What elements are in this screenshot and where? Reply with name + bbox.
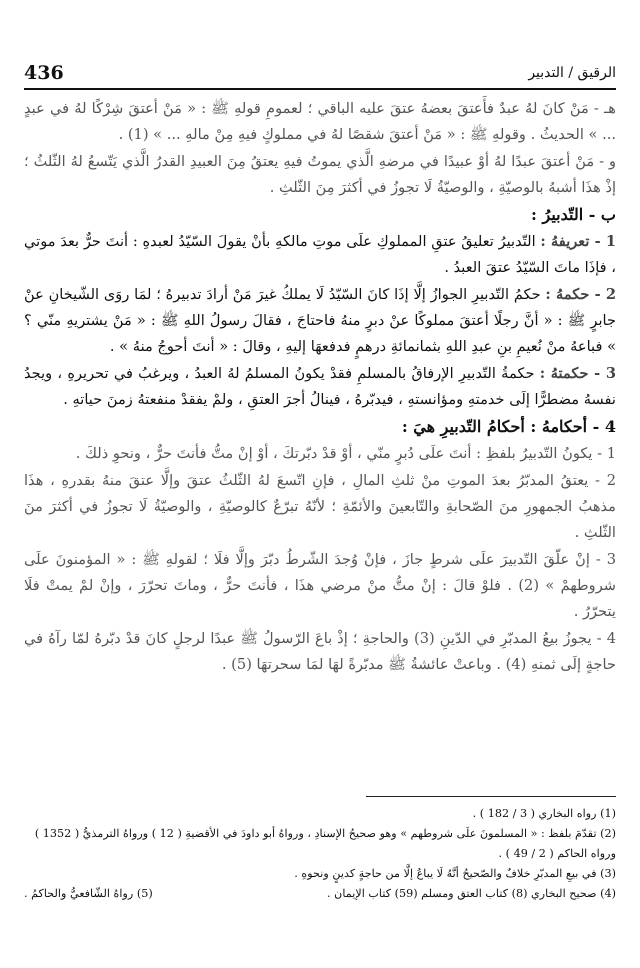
main-text [24,96,616,679]
footnote-3: (3) في بيعِ المدبّرِ خلافٌ والصّحيحُ أنَّهُ لَا يباعُ إلَّا من حاجةٍ كدينٍ ونحوهِ . [294,867,616,880]
ruling-item-1: 1 - يكونُ التّدبيرُ بلفظِ : أنتَ علَى دُبرٍ منّي ، أوْ قدْ دبّرتكَ ، أوْ إنْ متُّ فأنتَ حرٌّ ، ونحوِ ذلكَ . [75,445,616,462]
ruling-item-2: 2 - يعتقُ المدبّرُ بعدَ الموتِ منْ ثلثِ المالِ ، فإنِ اتّسعَ لهُ الثّلثُ عتقَ وإلَّا عتقَ منهُ بقدرهِ ، هذَا مذهبُ الجمهورِ منَ الصّحابةِ والتّابعينَ والأئمّةِ ؛ لأنّهُ تبرّعٌ كالوصيّةِ ، والوصيّةُ لَا تجوزُ في أكثرَ منَ الثّلثِ . [24,472,616,541]
footnote-2: (2) تقدّمَ بلفظ : « المسلمونَ علَى شروطهم » وهو صحيحُ الإسنادِ ، ورواهُ أبو داودَ في الأقضيةِ ( 12 ) ورواهُ الترمذيُّ ( 1352 ) ورواه الحاكم ( 2 / 49 ) . [34,827,616,860]
definition-text: التّدبيرُ تعليقُ عتقِ المملوكِ علَى موتِ مالكهِ بأنْ يقولَ السّيّدُ لعبدهِ : أنتَ حرٌّ بعدَ موتي ، فإذَا ماتَ السّيّدُ عتقَ العبدُ . [24,233,616,276]
ruling-paragraph [24,282,616,360]
footnote-separator [366,796,616,797]
paragraph-h: هـ - مَنْ كانَ لهُ عبدٌ فأَعتقَ بعضهُ عتقَ عليه الباقي ؛ لعمومِ قولهِ ﷺ : « مَنْ أعتقَ شِرْكًا لهُ في عبدٍ ... » الحديثُ . وقولهِ ﷺ : « مَنْ أعتقَ شقصًا لهُ في مملوكٍ فيهِ مِنْ مالهِ ... » (1) . [24,100,616,143]
footnote-4: (4) صحيح البخاري (8) كتاب العتق ومسلم (59) كتاب الإيمان . [327,887,616,900]
footnote-row [24,884,616,904]
ruling-text: حكمُ التّدبيرِ الجوازُ إلَّا إذَا كانَ السّيّدُ لَا يملكُ غيرَ مَنْ أرادَ تدبيرهُ ؛ لمَا روَى الشّيخانِ عنْ جابرٍ ﷺ : « أنَّ رجلًا أعتقَ مملوكًا عنْ دبرٍ منهُ فاحتاجَ ، فقالَ رسولُ اللهِ ﷺ : « مَنْ يشتريهِ منّي ؟ » فباعهُ منْ نُعيمِ بنِ عبدِ اللهِ بثمانمائةِ درهمٍ فدفعهَا إليهِ ، وقالَ : « أنتَ أحوجُ منهُ » . [24,286,616,355]
footnotes [24,804,616,904]
running-title: الرقيق / التدبير [528,65,616,81]
section-heading-tadbir: ب - التّدبيرُ : [531,205,616,224]
definition-paragraph [24,229,616,281]
footnote-5: (5) رواهُ الشّافعيُّ والحاكمُ . [24,887,153,900]
ruling-item-4: 4 - يجوزُ بيعُ المدبّرِ في الدّينِ (3) والحاجةِ ؛ إذْ باعَ الرّسولُ ﷺ عبدًا لرجلٍ كانَ قدْ دبّرهُ لمّا رآهُ في حاجةٍ إلَى ثمنهِ (4) . وباعتْ عائشةُ ﷺ مدبّرةً لهَا لمَا سحرتهَا (5) . [24,630,616,673]
paragraph-w: و - مَنْ أعتقَ عبدًا لهُ أوْ عبيدًا في مرضهِ الَّذي يموتُ فيهِ يعتقُ مِنَ العبيدِ القدرُ الَّذي يَتّسعُ لهُ الثّلثُ ؛ إذْ هذَا أشبهُ بالوصيّةِ ، والوصيّةُ لَا تجوزُ في أكثرَ مِنَ الثّلثِ . [24,153,616,196]
wisdom-text: حكمةُ التّدبيرِ الإرفاقُ بالمسلمِ فقدْ يكونُ المسلمُ لهُ العبدُ ، ويرغبُ في تحريرهِ ، ويجدُ نفسهُ مضطرًّا إلَى خدمتهِ ومؤانستهِ ، فيدبّرهُ ، فينالُ أجرَ العتقِ ، ولمْ يفقدْ منفعتهُ زمنَ حياتهِ . [24,365,616,408]
rulings-heading: 4 - أحكامهُ : أحكامُ التّدبيرِ هيَ : [401,417,616,436]
ruling-label: 2 - حكمهُ : [545,286,616,303]
wisdom-label: 3 - حكمتهُ : [539,365,616,382]
ruling-item-3: 3 - إنْ علّقَ التّدبيرَ علَى شرطٍ جازَ ، فإنْ وُجدَ الشّرطُ دبّرَ وإلَّا فلَا ؛ لقولهِ ﷺ : « المؤمنونَ علَى شروطهمْ » (2) . فلوْ قالَ : إنْ متُّ منْ مرضي هذَا ، فأنتَ حرٌّ ، وماتَ تحرّرَ ، وإنْ لمْ يمتْ فلَا يتحرّرُ . [24,551,616,620]
definition-label: 1 - تعريفهُ : [540,233,617,250]
page-number: 436 [24,62,64,84]
footnote-1: (1) رواه البخاري ( 3 / 182 ) . [472,807,616,820]
page-header [24,62,616,90]
wisdom-paragraph [24,361,616,413]
